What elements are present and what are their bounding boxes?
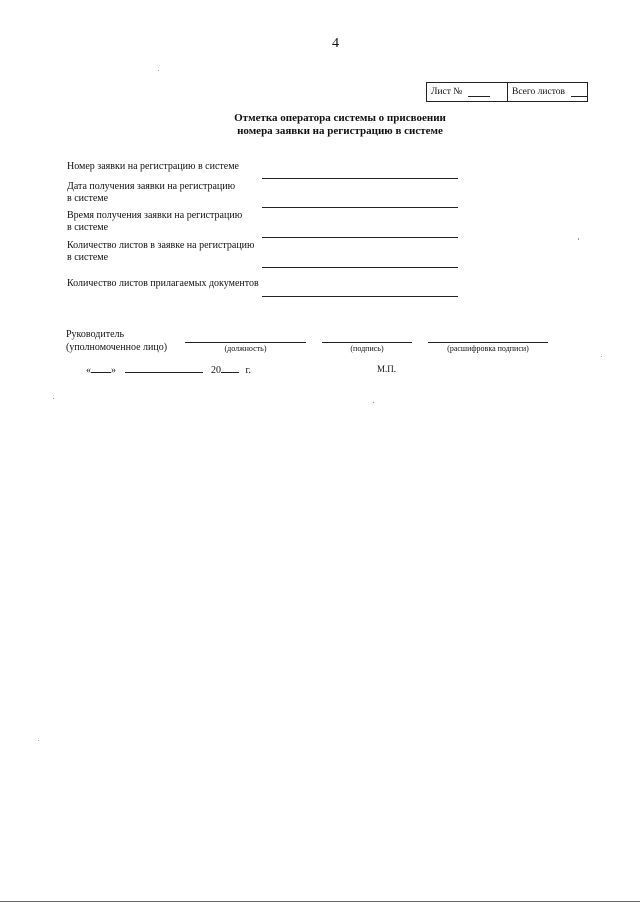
signature-line[interactable] [322,342,412,343]
field-label-line: Время получения заявки на регистрацию [67,210,243,221]
year-blank[interactable] [221,362,239,373]
decode-caption: (расшифровка подписи) [447,344,529,353]
date-open-quote: « [86,365,91,376]
scan-speck [373,402,374,403]
field-label-line: в системе [67,193,109,204]
field-receipt-time-line[interactable] [262,237,458,238]
sheet-number-blank[interactable] [468,87,490,97]
scan-speck [578,238,579,240]
date-close-quote: » [111,365,116,376]
field-label-line: Номер заявки на регистрацию в системе [67,161,239,172]
title-line-1: Отметка оператора системы о присвоении [234,112,446,124]
field-attached-sheets-label [67,278,259,290]
scan-speck [601,356,602,357]
field-label-line: в системе [67,222,109,233]
field-receipt-date-line[interactable] [262,207,458,208]
year-suffix: г. [245,365,251,376]
field-application-number-line[interactable] [262,178,458,179]
field-label-line: Количество листов в заявке на регистрацию [67,240,255,251]
sheet-total-blank[interactable] [571,87,587,97]
page-title [195,112,485,138]
scan-speck [53,398,54,399]
field-label-line: Количество листов прилагаемых документов [67,278,259,289]
date-row [86,362,251,376]
field-application-sheets-label [67,240,255,264]
sheet-total-label: Всего листов [512,87,565,97]
position-caption: (должность) [224,344,267,353]
scan-bottom-edge [0,901,640,902]
head-label: Руководитель [66,329,125,340]
stamp-place-mark: М.П. [377,364,397,374]
sheet-number-cell [427,83,508,101]
field-label-line: в системе [67,252,109,263]
year-prefix: 20 [211,365,221,376]
field-label-line: Дата получения заявки на регистрацию [67,181,236,192]
field-attached-sheets-line[interactable] [262,296,458,297]
field-application-number-label [67,161,239,173]
scan-speck [158,70,159,71]
day-blank[interactable] [91,362,111,373]
head-sub-label: (уполномоченное лицо) [66,342,168,353]
sheet-total-cell [508,83,587,101]
page-number: 4 [332,36,339,51]
position-line[interactable] [185,342,306,343]
scan-speck [38,740,39,741]
month-blank[interactable] [125,362,203,373]
sheet-counter-box [426,82,588,102]
field-application-sheets-line[interactable] [262,267,458,268]
decode-line[interactable] [428,342,548,343]
sheet-number-label: Лист № [431,87,463,97]
signature-caption: (подпись) [350,344,384,353]
title-line-2: номера заявки на регистрацию в системе [237,125,443,137]
field-receipt-time-label [67,210,242,234]
field-receipt-date-label [67,181,235,205]
